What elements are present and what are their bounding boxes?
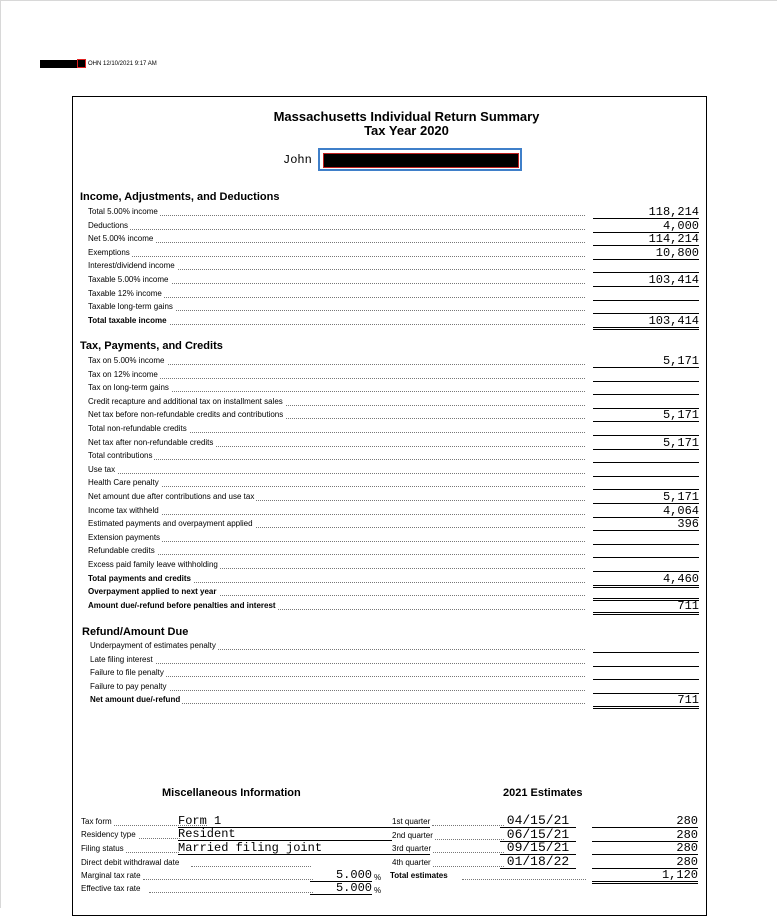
- summary-row: [88, 587, 700, 600]
- row-value: 5,171: [593, 410, 699, 422]
- summary-row: [88, 435, 700, 451]
- row-label: Net tax before non-refundable credits and contributions: [88, 410, 284, 420]
- row-value: 114,214: [593, 234, 699, 246]
- redaction-mark: [40, 60, 86, 68]
- row-value: 103,414: [593, 316, 699, 330]
- estimate-total-row: [390, 868, 700, 884]
- row-value: [593, 478, 699, 490]
- summary-row: [88, 451, 700, 464]
- effective-rate-label: Effective tax rate: [81, 884, 141, 893]
- direct-debit-label: Direct debit withdrawal date: [81, 858, 180, 867]
- summary-row: [88, 261, 700, 274]
- row-value: [593, 383, 699, 395]
- quarter-date: 06/15/21: [500, 829, 576, 842]
- summary-row: [90, 641, 700, 654]
- row-label: Taxable 12% income: [88, 288, 162, 298]
- section-title-tax: Tax, Payments, and Credits: [80, 340, 223, 352]
- row-label: Use tax: [88, 464, 116, 474]
- page-title: Massachusetts Individual Return Summary: [273, 109, 540, 124]
- row-value: [593, 397, 699, 409]
- summary-row: [88, 234, 700, 247]
- summary-row: [90, 682, 700, 695]
- taxpayer-name-row: [283, 148, 522, 171]
- summary-row: [88, 424, 700, 437]
- summary-row: [88, 397, 700, 410]
- quarter-date: 01/18/22: [500, 856, 576, 869]
- row-value: [593, 655, 699, 667]
- residency-label: Residency type: [81, 830, 136, 839]
- row-label: Excess paid family leave withholding: [88, 560, 218, 569]
- quarter-amount: 280: [592, 815, 698, 828]
- marginal-rate-percent: %: [374, 873, 382, 882]
- marginal-rate-value: 5.000: [310, 869, 372, 882]
- summary-row: [90, 655, 700, 668]
- print-stamp: [40, 60, 157, 68]
- summary-row: [88, 313, 700, 329]
- row-value: [593, 424, 699, 436]
- row-label: Total non-refundable credits: [88, 424, 187, 433]
- summary-row: [88, 383, 700, 396]
- row-label: Late filing interest: [90, 654, 153, 664]
- summary-row: [88, 503, 700, 519]
- quarter-amount: 280: [592, 842, 698, 855]
- row-value: 4,064: [593, 506, 699, 518]
- row-value: [593, 465, 699, 477]
- summary-row: [88, 560, 700, 573]
- tax-form-value: Form 1: [178, 815, 430, 828]
- filing-status-value: Married filing joint: [178, 842, 430, 855]
- row-label: Tax on 5.00% income: [88, 356, 165, 365]
- row-label: Taxable long-term gains: [88, 302, 173, 312]
- effective-rate-value: 5.000: [310, 882, 372, 895]
- row-value: [593, 261, 699, 273]
- row-label: Overpayment applied to next year: [88, 587, 217, 597]
- summary-row: [88, 533, 700, 546]
- row-value: [593, 302, 699, 314]
- summary-row: [88, 492, 700, 505]
- summary-row: [88, 546, 700, 559]
- row-label: Health Care penalty: [88, 478, 159, 488]
- row-value: 711: [593, 601, 699, 615]
- row-value: [593, 289, 699, 301]
- print-stamp-text: OHN 12/10/2021 9:17 AM: [88, 61, 157, 67]
- summary-row: [88, 598, 700, 614]
- row-label: Refundable credits: [88, 546, 155, 556]
- summary-row: [88, 571, 700, 587]
- row-value: [593, 451, 699, 463]
- row-label: Deductions: [88, 220, 129, 230]
- name-redaction-box: [318, 148, 522, 171]
- summary-row: [88, 519, 700, 532]
- row-label: Net 5.00% income: [88, 234, 154, 244]
- row-label: Underpayment of estimates penalty: [90, 641, 216, 650]
- summary-row: [88, 275, 700, 288]
- summary-row: [88, 289, 700, 302]
- row-label: Total contributions: [88, 451, 153, 461]
- row-label: Extension payments: [88, 532, 161, 542]
- row-label: Net amount due/-refund: [90, 695, 181, 705]
- row-label: Interest/dividend income: [88, 261, 175, 271]
- row-label: Income tax withheld: [88, 505, 159, 515]
- row-label: Failure to pay penalty: [90, 681, 167, 691]
- estimates-title: 2021 Estimates: [503, 787, 583, 799]
- summary-row: [90, 695, 700, 708]
- quarter-amount: 280: [592, 829, 698, 842]
- row-label: Tax on 12% income: [88, 369, 158, 379]
- summary-row: [88, 356, 700, 369]
- filing-status-label: Filing status: [81, 844, 124, 853]
- row-value: 711: [593, 695, 699, 709]
- row-value: [593, 560, 699, 572]
- misc-info-title: Miscellaneous Information: [162, 787, 301, 799]
- total-estimates-value: 1,120: [592, 869, 698, 884]
- section-title-income: Income, Adjustments, and Deductions: [80, 191, 280, 203]
- section-title-refund: Refund/Amount Due: [82, 626, 189, 638]
- tax-year-title: Tax Year 2020: [364, 123, 449, 138]
- taxpayer-first-name: John: [283, 152, 312, 167]
- row-value: [593, 370, 699, 382]
- row-value: 5,171: [593, 356, 699, 368]
- row-value: 4,460: [593, 574, 699, 588]
- row-label: Taxable 5.00% income: [88, 275, 169, 284]
- marginal-rate-label: Marginal tax rate: [81, 871, 141, 880]
- viewer-top-border: [0, 0, 777, 1]
- row-value: 118,214: [593, 207, 699, 219]
- row-value: [593, 533, 699, 545]
- summary-row: [88, 302, 700, 315]
- row-label: Net amount due after contributions and use tax: [88, 492, 255, 501]
- row-value: [593, 546, 699, 558]
- row-value: 5,171: [593, 492, 699, 504]
- row-label: Exemptions: [88, 247, 130, 257]
- quarter-label: 4th quarter: [392, 857, 431, 867]
- row-value: [593, 682, 699, 694]
- quarter-amount: 280: [592, 856, 698, 869]
- row-value: [593, 641, 699, 653]
- row-value: 10,800: [593, 248, 699, 260]
- summary-row: [88, 410, 700, 423]
- row-label: Estimated payments and overpayment applied: [88, 519, 253, 529]
- row-value: 5,171: [593, 438, 699, 450]
- summary-row: [88, 370, 700, 383]
- row-value: 396: [593, 519, 699, 531]
- quarter-date: 04/15/21: [500, 815, 576, 828]
- quarter-label: 1st quarter: [392, 817, 431, 826]
- total-estimates-label: Total estimates: [390, 871, 448, 880]
- summary-row: [90, 668, 700, 681]
- quarter-label: 3rd quarter: [392, 844, 432, 853]
- row-label: Tax on long-term gains: [88, 383, 169, 393]
- row-label: Total 5.00% income: [88, 207, 158, 216]
- row-value: [593, 668, 699, 680]
- residency-value: Resident: [178, 828, 430, 841]
- summary-row: [88, 207, 700, 220]
- row-label: Amount due/-refund before penalties and interest: [88, 600, 276, 610]
- summary-row: [88, 218, 700, 234]
- quarter-date: 09/15/21: [500, 842, 576, 855]
- quarter-label: 2nd quarter: [392, 830, 433, 840]
- summary-row: [88, 465, 700, 478]
- row-value: 103,414: [593, 275, 699, 287]
- row-label: Failure to file penalty: [90, 668, 164, 678]
- tax-form-label: Tax form: [81, 817, 112, 826]
- summary-row: [88, 478, 700, 491]
- summary-row: [88, 245, 700, 261]
- effective-rate-percent: %: [374, 886, 382, 895]
- row-label: Total taxable income: [88, 315, 167, 325]
- row-label: Total payments and credits: [88, 573, 191, 583]
- row-label: Net tax after non-refundable credits: [88, 437, 214, 447]
- row-label: Credit recapture and additional tax on installment sales: [88, 396, 283, 406]
- row-value: 4,000: [593, 221, 699, 233]
